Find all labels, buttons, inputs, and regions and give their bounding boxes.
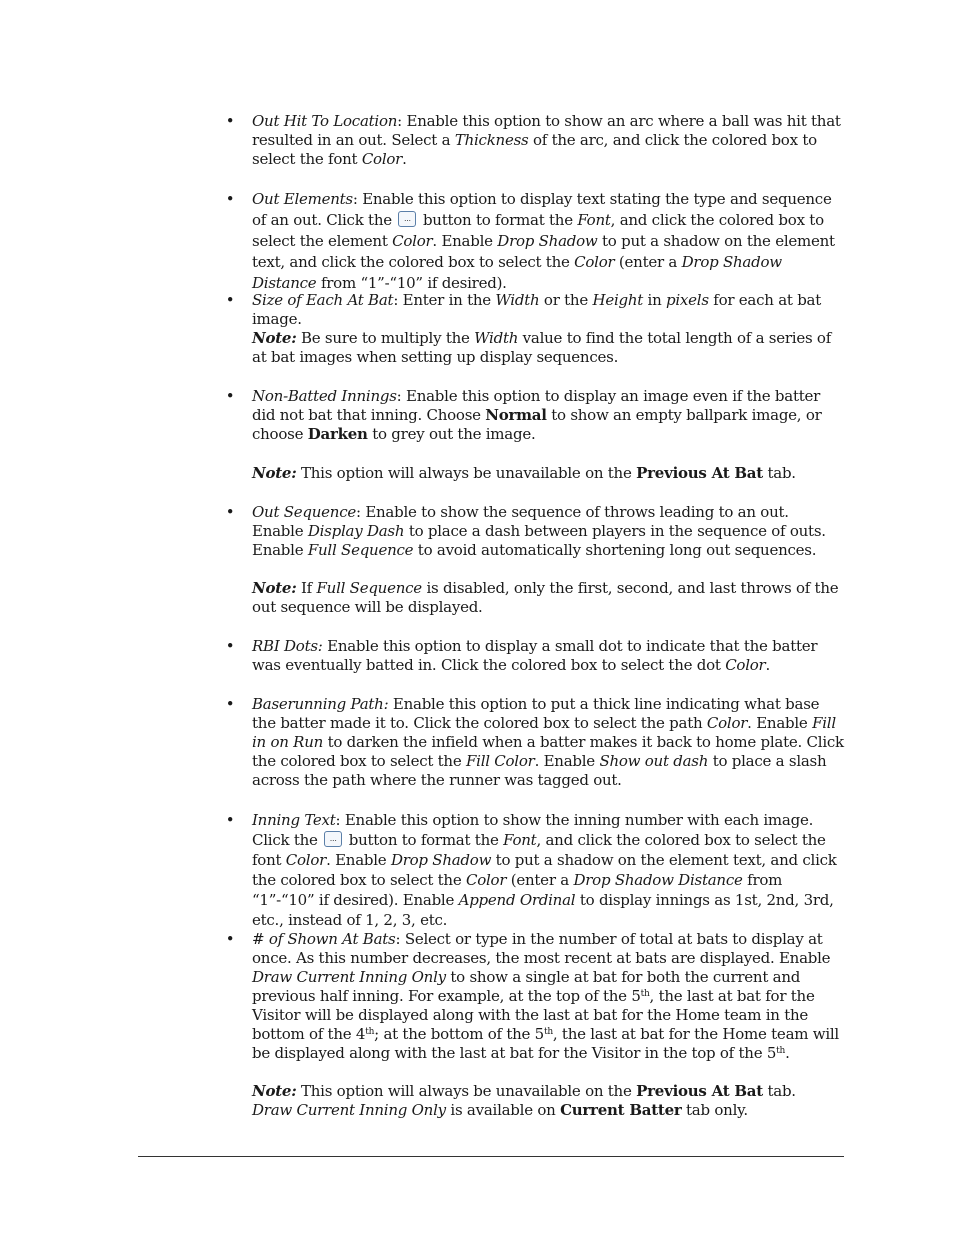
item-text: to put a shadow on the element text, and click the colored box to select the [252, 851, 837, 889]
list-item-non-batted-innings [225, 387, 844, 444]
ellipsis-icon: ... [329, 834, 337, 843]
list-item-out-sequence [225, 503, 844, 560]
item-text: . [765, 656, 770, 674]
ordinal-suffix: th [640, 989, 650, 999]
item-text: , and click the colored box to select the font [252, 831, 826, 869]
term-drop-shadow: Drop Shadow [497, 232, 598, 250]
item-text: button to format the [422, 211, 578, 229]
term-color: Color [392, 232, 433, 250]
item-text: : Select or type in the number of total at bats to display at once. As this number decreases, the most recent at bats are displayed. Enable [252, 930, 831, 967]
item-text: from “1”-“10” if desired). [316, 274, 507, 292]
bullet: • [225, 637, 235, 655]
term-non-batted-innings: Non-Batted Innings [252, 387, 397, 405]
format-font-button-icon [324, 831, 342, 847]
term-baserunning-path: Baserunning Path: [252, 695, 389, 713]
term-width: Width [474, 329, 519, 347]
item-text: to grey out the image. [367, 425, 536, 443]
note-previous-at-bat [252, 464, 844, 483]
term-show-out-dash: Show out dash [599, 752, 709, 770]
item-text: Enable this option to display a small dot to indicate that the batter was eventually batted in. Click the colored box to select the dot [252, 637, 818, 674]
term-current-batter: Current Batter [560, 1101, 682, 1119]
term-hash: # [252, 930, 269, 948]
ordinal-suffix: th [543, 1027, 553, 1037]
term-out-elements: Out Elements [252, 190, 353, 208]
note-text: value to find the total length of a series of at bat images when setting up display sequences. [252, 329, 832, 366]
term-pixels: pixels [666, 291, 709, 309]
note-text: Be sure to multiply the [296, 329, 475, 347]
term-color: Color [574, 253, 615, 271]
note-label: Note: [252, 1082, 297, 1100]
term-font: Font [577, 211, 611, 229]
term-append-ordinal: Append Ordinal [458, 891, 576, 909]
list-item-baserunning-path [225, 695, 844, 790]
term-size-of-each-at-bat: Size of Each At Bat [252, 291, 394, 309]
term-color: Color [725, 656, 766, 674]
ellipsis-icon: ... [403, 214, 411, 223]
term-full-sequence: Full Sequence [316, 579, 422, 597]
bullet: • [225, 930, 235, 948]
item-text: , and click the colored box to select the element [252, 211, 824, 250]
bullet: • [225, 291, 235, 309]
item-text: ; at the bottom of the 5 [374, 1025, 544, 1043]
ordinal-suffix: th [365, 1027, 375, 1037]
term-color: Color [706, 714, 748, 732]
item-text: . Enable [326, 851, 391, 869]
term-rbi-dots: RBI Dots: [252, 637, 323, 655]
note-label: Note: [252, 464, 297, 482]
note-previous-at-bat-current-batter [252, 1082, 844, 1120]
list-item-shown-at-bats [225, 930, 844, 1063]
note-text: tab. [762, 1082, 796, 1100]
item-text: . Enable [534, 752, 600, 770]
item-text: to darken the infield when a batter makes it back to home plate. Click the colored box to select the [252, 733, 844, 770]
item-text: Enable this option to put a thick line indicating what base the batter made it to. Click the colored box to select the path [252, 695, 820, 732]
bullet: • [225, 112, 235, 130]
term-fill-in-on-run: Fill in on Run [252, 714, 836, 751]
item-text: from “1”-“10” if desired). Enable [252, 871, 783, 909]
note-text: If [296, 579, 317, 597]
note-text: This option will always be unavailable on the [296, 464, 637, 482]
note-line [252, 1082, 844, 1101]
note-label: Note: [252, 329, 297, 347]
item-text: . Enable [747, 714, 813, 732]
note-text: tab only. [681, 1101, 748, 1119]
term-of-shown-at-bats: of Shown At Bats [268, 930, 396, 948]
term-font: Font [503, 831, 537, 849]
term-previous-at-bat: Previous At Bat [636, 464, 763, 482]
note-text: is disabled, only the first, second, and last throws of the out sequence will be displayed. [252, 579, 839, 616]
item-text: : Enable this option to show an arc where a ball was hit that resulted in an out. Select a [252, 112, 841, 149]
item-text: : Enable this option to show the inning number with each image. Click the [252, 811, 814, 849]
list-item-out-hit-to-location [225, 112, 844, 169]
item-text: to display innings as 1st, 2nd, 3rd, etc., instead of 1, 2, 3, etc. [252, 891, 834, 929]
term-color: Color [361, 150, 403, 168]
list-item-size-of-each-at-bat [225, 291, 844, 329]
item-text: to place a slash across the path where the runner was tagged out. [252, 752, 827, 789]
term-color: Color [285, 851, 327, 869]
term-display-dash: Display Dash [307, 522, 405, 540]
note-text: tab. [762, 464, 796, 482]
ordinal-suffix: th [776, 1046, 786, 1056]
item-text: : Enable to show the sequence of throws leading to an out. Enable [252, 503, 789, 540]
note-full-sequence [252, 579, 844, 617]
item-text: . [402, 150, 407, 168]
item-text: (enter a [506, 871, 574, 889]
term-draw-current-inning-only: Draw Current Inning Only [252, 1101, 446, 1119]
item-text: . [785, 1044, 790, 1062]
term-out-sequence: Out Sequence [252, 503, 356, 521]
bullet: • [225, 387, 235, 405]
item-text: to show an empty ballpark image, or choose [252, 406, 822, 443]
bullet: • [225, 503, 235, 521]
bullet: • [225, 811, 235, 829]
item-text: of the arc, and click the colored box to select the font [252, 131, 817, 168]
term-color: Color [465, 871, 507, 889]
note-label: Note: [252, 579, 297, 597]
item-text: . Enable [432, 232, 498, 250]
item-text: : Enable this option to display text stating the type and sequence of an out. Click the [252, 190, 832, 229]
item-text: to put a shadow on the element text, and click the colored box to select the [252, 232, 835, 271]
footer-divider [138, 1156, 844, 1157]
item-text: to place a dash between players in the sequence of outs. Enable [252, 522, 826, 559]
term-height: Height [592, 291, 644, 309]
item-text: : Enable this option to display an image even if the batter did not bat that inning. Choose [252, 387, 821, 424]
bullet: • [225, 190, 235, 208]
note-width [252, 329, 844, 367]
item-text: to show a single at bat for both the current and previous half inning. For example, at the top of the 5 [252, 968, 801, 1005]
format-font-button-icon [398, 211, 416, 227]
list-item-out-elements [225, 189, 844, 294]
list-item-inning-text [225, 810, 844, 930]
note-line [252, 1101, 844, 1120]
item-text: to avoid automatically shortening long out sequences. [413, 541, 817, 559]
term-full-sequence: Full Sequence [307, 541, 414, 559]
item-text: , the last at bat for the Visitor will be displayed along with the last at bat for the Home team in the bottom of the 4 [252, 987, 815, 1043]
note-text: This option will always be unavailable on the [296, 1082, 637, 1100]
term-inning-text: Inning Text [252, 811, 336, 829]
term-draw-current-inning-only: Draw Current Inning Only [252, 968, 446, 986]
term-thickness: Thickness [454, 131, 529, 149]
term-fill-color: Fill Color [465, 752, 535, 770]
term-previous-at-bat: Previous At Bat [636, 1082, 763, 1100]
item-text: or the [539, 291, 593, 309]
item-text: (enter a [614, 253, 682, 271]
item-text: : Enter in the [393, 291, 496, 309]
item-text: in [643, 291, 667, 309]
term-drop-shadow: Drop Shadow [390, 851, 492, 869]
term-width: Width [495, 291, 540, 309]
item-text: button to format the [348, 831, 504, 849]
term-normal: Normal [485, 406, 547, 424]
note-text: is available on [445, 1101, 561, 1119]
item-text: , the last at bat for the Home team will be displayed along with the last at bat for the Visitor in the top of the 5 [252, 1025, 839, 1062]
item-text: for each at bat image. [252, 291, 822, 328]
term-darken: Darken [307, 425, 368, 443]
list-item-rbi-dots [225, 637, 844, 675]
bullet: • [225, 695, 235, 713]
term-drop-shadow-distance: Drop Shadow Distance [573, 871, 743, 889]
term-out-hit-to-location: Out Hit To Location [252, 112, 398, 130]
term-drop-shadow-distance: Drop Shadow Distance [252, 253, 782, 292]
